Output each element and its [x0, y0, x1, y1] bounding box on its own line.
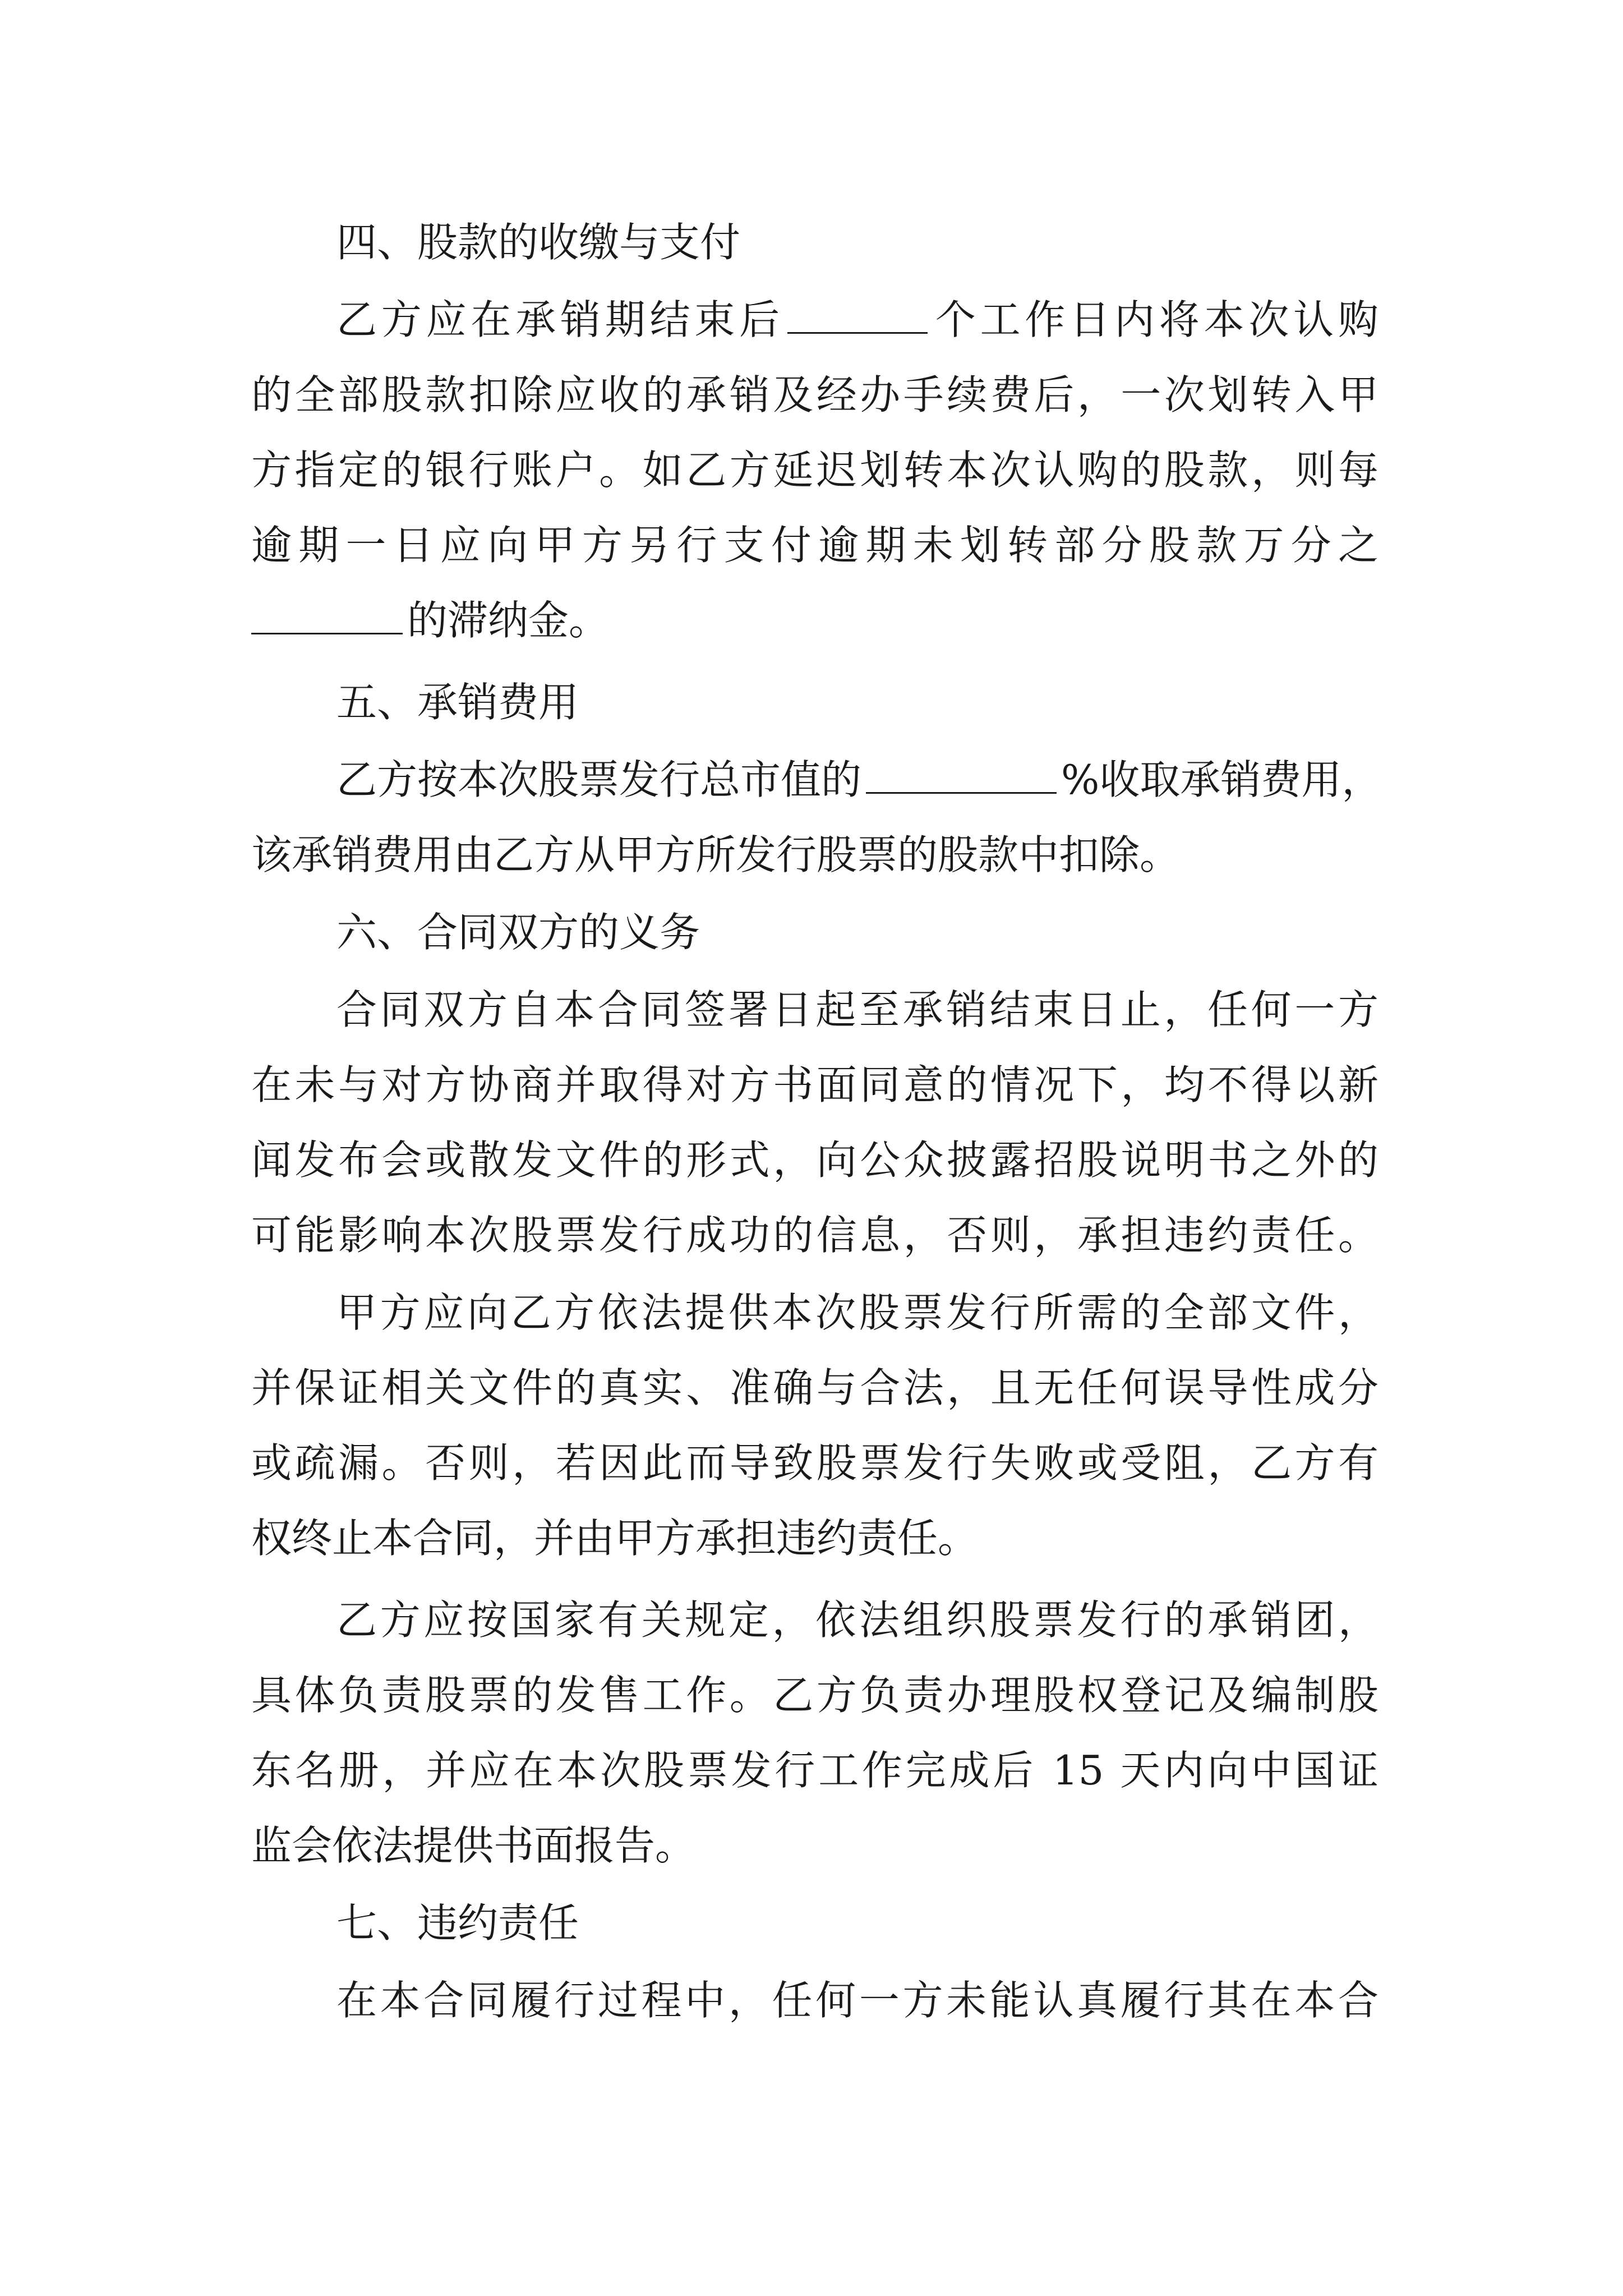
text-run: 乙方应在承销期结束后	[336, 296, 784, 343]
paragraph-line: 并保证相关文件的真实、准确与合法，且无任何误导性成分	[251, 1364, 1378, 1411]
paragraph-line	[336, 282, 1378, 357]
text-run: %收取承销费用，	[1061, 756, 1382, 803]
section-heading: 五、承销费用	[336, 679, 579, 726]
paragraph-line: 合同双方自本合同签署日起至承销结束日止，任何一方	[336, 986, 1378, 1033]
section-heading: 六、合同双方的义务	[336, 909, 700, 956]
paragraph-line: 东名册，并应在本次股票发行工作完成后 15 天内向中国证	[251, 1747, 1378, 1794]
text-run: 乙方按本次股票发行总市值的	[336, 756, 862, 803]
paragraph-line: 权终止本合同，并由甲方承担违约责任。	[251, 1515, 979, 1562]
paragraph-line: 该承销费用由乙方从甲方所发行股票的股款中扣除。	[251, 831, 1181, 878]
paragraph-line: 闻发布会或散发文件的形式，向公众披露招股说明书之外的	[251, 1137, 1378, 1184]
paragraph-line: 乙方应按国家有关规定，依法组织股票发行的承销团，	[336, 1596, 1378, 1644]
paragraph-line: 在本合同履行过程中，任何一方未能认真履行其在本合	[336, 1977, 1378, 2024]
paragraph-line: 方指定的银行账户。如乙方延迟划转本次认购的股款，则每	[251, 447, 1378, 494]
fill-in-blank	[787, 297, 928, 334]
paragraph-line: 具体负责股票的发售工作。乙方负责办理股权登记及编制股	[251, 1672, 1378, 1719]
section-heading: 七、违约责任	[336, 1899, 579, 1947]
paragraph-line	[336, 742, 1382, 817]
section-heading: 四、股款的收缴与支付	[336, 219, 741, 266]
paragraph-line: 在未与对方协商并取得对方书面同意的情况下，均不得以新	[251, 1061, 1378, 1108]
text-run: 个工作日内将本次认购	[931, 296, 1378, 343]
paragraph-line: 监会依法提供书面报告。	[251, 1822, 696, 1869]
paragraph-line: 甲方应向乙方依法提供本次股票发行所需的全部文件，	[336, 1289, 1378, 1336]
fill-in-blank	[251, 598, 403, 634]
paragraph-line: 的全部股款扣除应收的承销及经办手续费后，一次划转入甲	[251, 371, 1378, 418]
fill-in-blank	[866, 757, 1057, 794]
paragraph-line: 或疏漏。否则，若因此而导致股票发行失败或受阻，乙方有	[251, 1439, 1378, 1487]
text-run: 的滞纳金。	[407, 597, 610, 644]
paragraph-line: 可能影响本次股票发行成功的信息，否则，承担违约责任。	[251, 1212, 1378, 1259]
paragraph-line: 逾期一日应向甲方另行支付逾期未划转部分股款万分之	[251, 522, 1378, 569]
paragraph-line	[251, 583, 1378, 658]
